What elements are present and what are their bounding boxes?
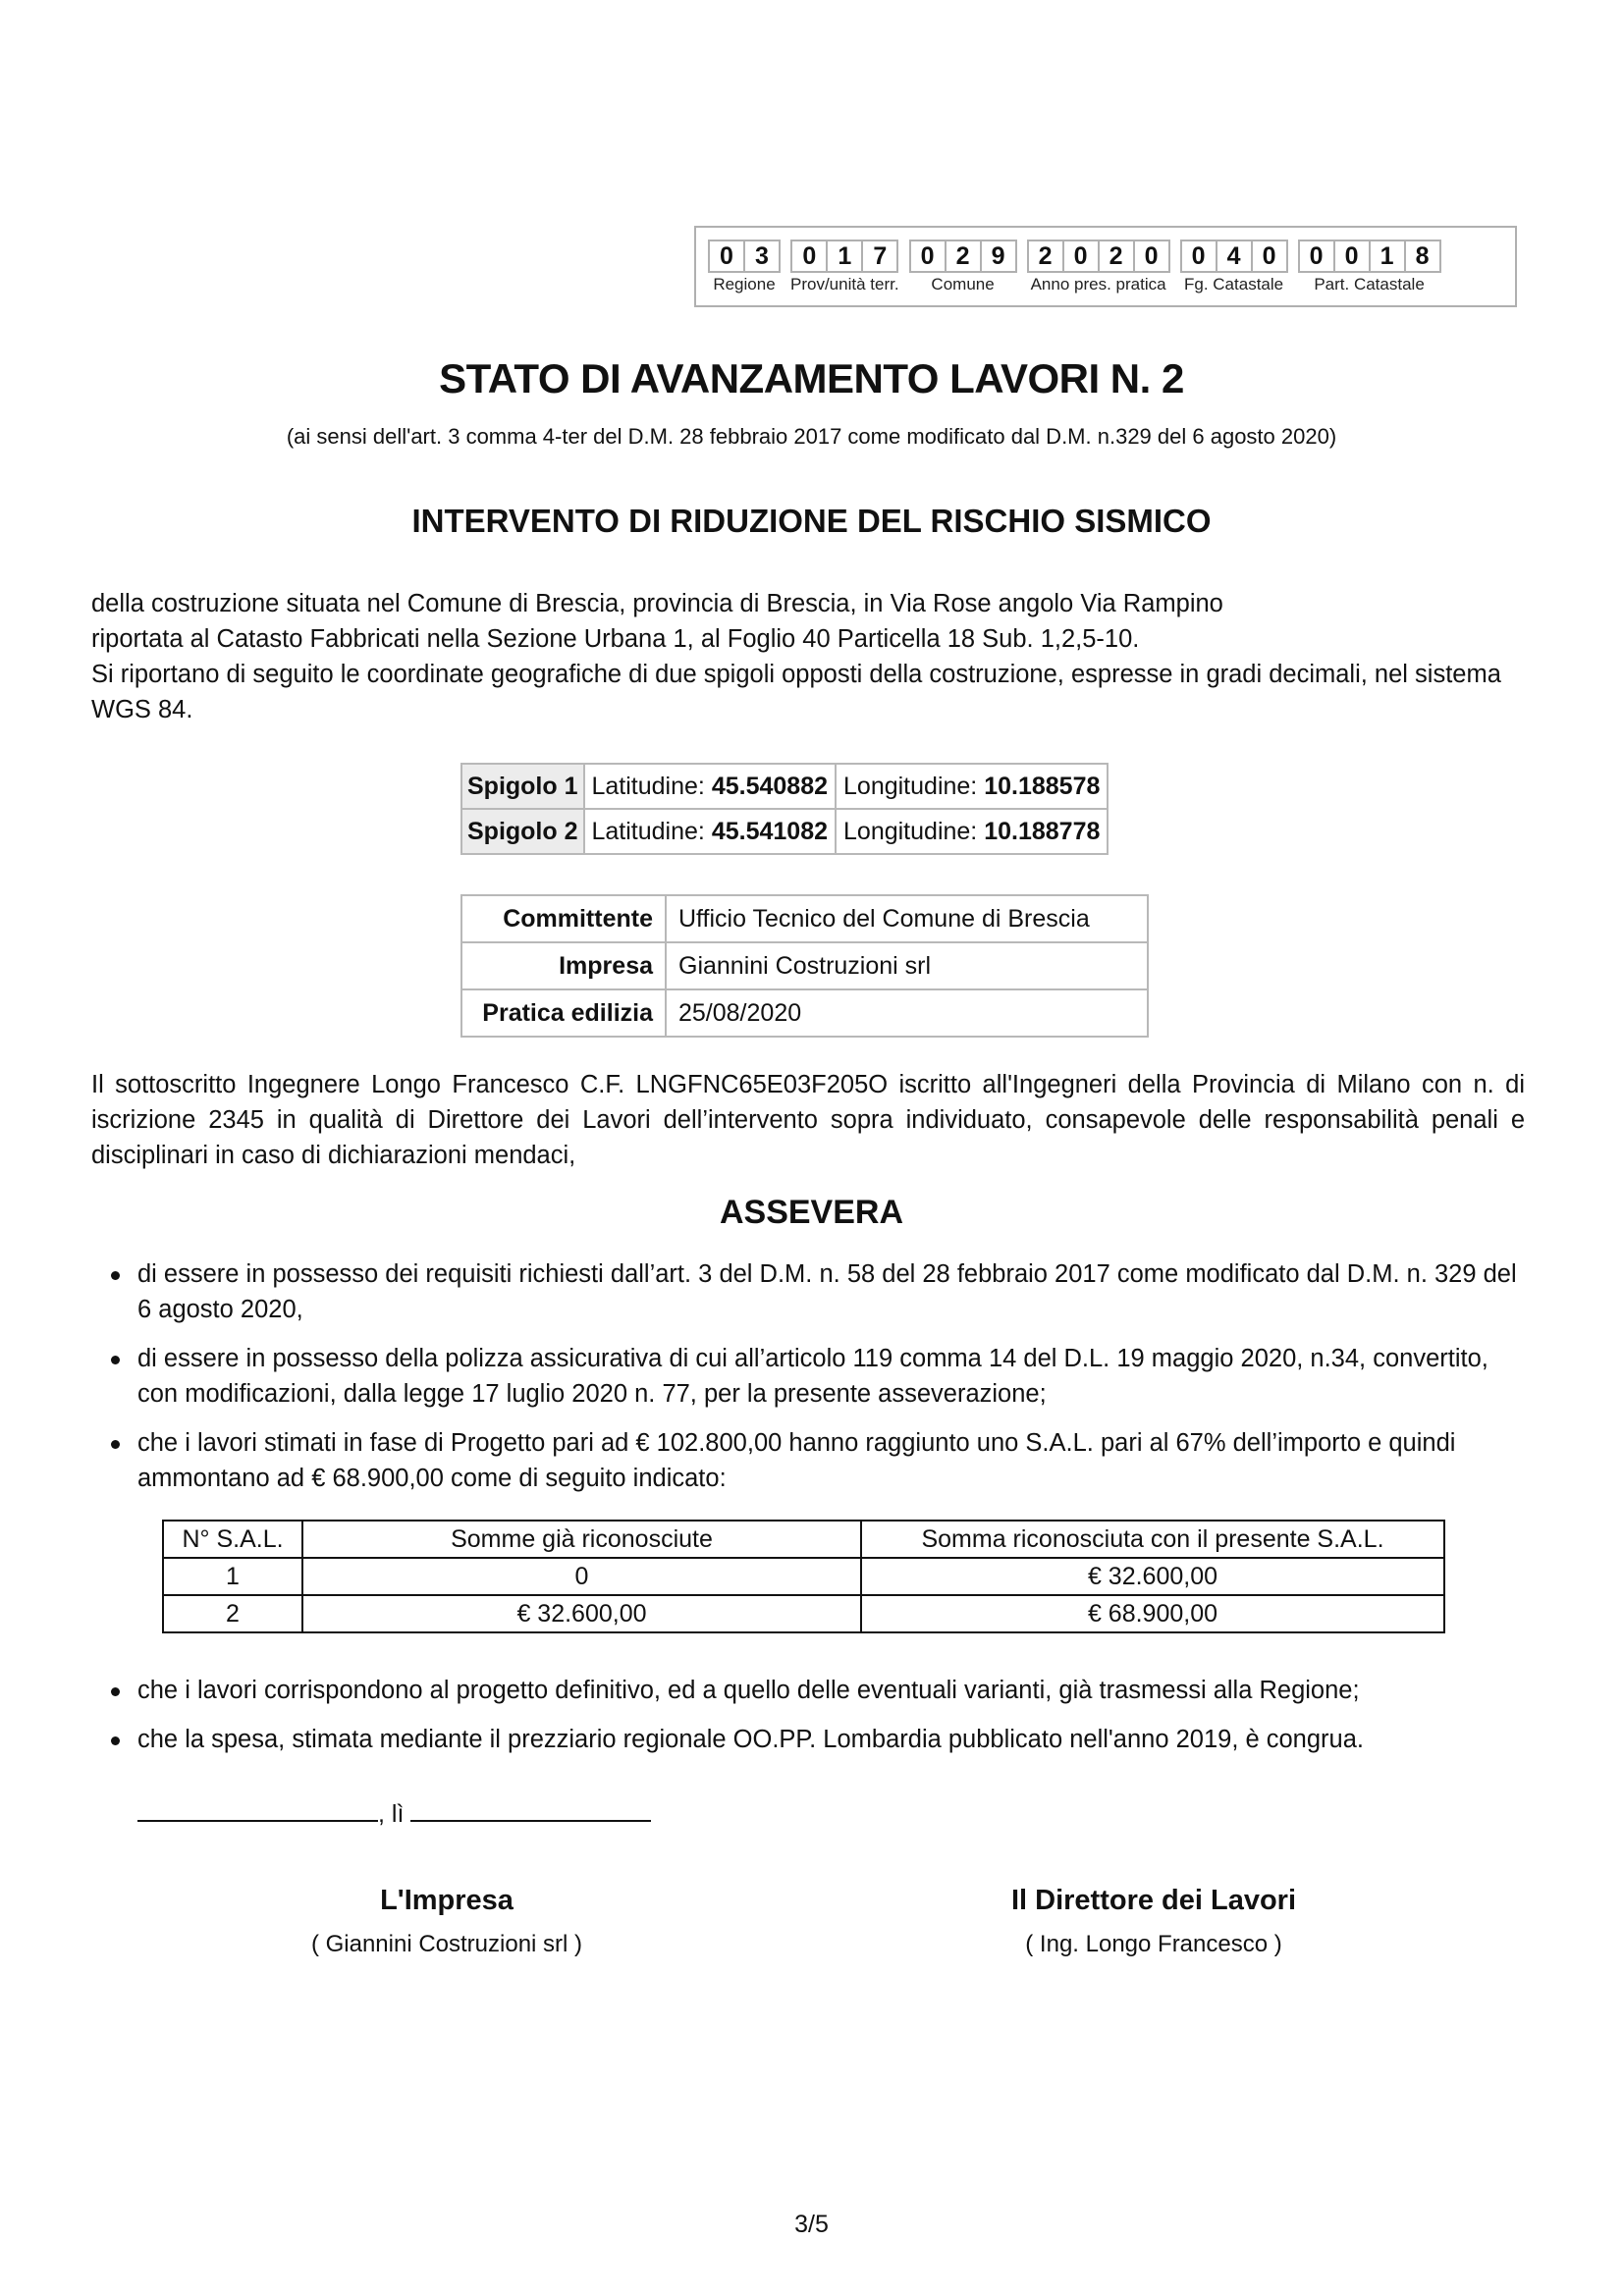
bullet-icon xyxy=(111,1687,120,1696)
code-digit: 2 xyxy=(1027,240,1064,273)
intervention-heading: INTERVENTO DI RIDUZIONE DEL RISCHIO SISMICO xyxy=(411,503,1212,539)
code-group xyxy=(790,240,899,294)
current-amount: € 32.600,00 xyxy=(861,1558,1444,1595)
signature-direttore xyxy=(972,1885,1335,1958)
code-digit: 0 xyxy=(790,240,828,273)
code-digit: 0 xyxy=(1333,240,1371,273)
code-digit: 0 xyxy=(708,240,745,273)
pratica-value: 25/08/2020 xyxy=(666,989,1148,1037)
code-digit: 2 xyxy=(1098,240,1135,273)
code-digit: 0 xyxy=(909,240,947,273)
code-group xyxy=(909,240,1017,294)
code-group xyxy=(1180,240,1288,294)
impresa-value: Giannini Costruzioni srl xyxy=(666,942,1148,989)
page-number: 3/5 xyxy=(794,2211,829,2238)
code-digit: 0 xyxy=(1251,240,1288,273)
list-item: di essere in possesso della polizza assicurativa di cui all’articolo 119 comma 14 del D.L. 19 maggio 2020, n.34, convertito, con modificazioni, dalla legge 17 luglio 2020 n. 77, per la presente asseverazione; xyxy=(108,1341,1522,1412)
sal-number: 2 xyxy=(163,1595,302,1632)
bullet-icon xyxy=(111,1440,120,1449)
list-item: che i lavori corrispondono al progetto definitivo, ed a quello delle eventuali varianti, già trasmessi alla Regione; xyxy=(108,1673,1522,1708)
assertions-list-continued xyxy=(108,1673,1522,1771)
table-row xyxy=(163,1558,1444,1595)
spigolo-label: Spigolo 2 xyxy=(461,809,584,854)
code-group-label: Anno pres. pratica xyxy=(1030,275,1166,294)
table-row xyxy=(461,989,1148,1037)
intro-line-1: della costruzione situata nel Comune di Brescia, provincia di Brescia, in Via Rose angolo Via Rampino xyxy=(91,590,1223,617)
latitude-value: 45.541082 xyxy=(711,817,829,845)
code-group xyxy=(1298,240,1441,294)
code-digit: 8 xyxy=(1404,240,1441,273)
table-header-row xyxy=(163,1521,1444,1558)
list-item: che i lavori stimati in fase di Progetto pari ad € 102.800,00 hanno raggiunto uno S.A.L. pari al 67% dell’importo e quindi ammontano ad € 68.900,00 come di seguito indicato: xyxy=(108,1425,1522,1496)
table-row xyxy=(461,942,1148,989)
intro-line-2: riportata al Catasto Fabbricati nella Sezione Urbana 1, al Foglio 40 Particella 18 Sub. 1,2,5-10. xyxy=(91,625,1140,653)
code-groups xyxy=(708,240,1441,294)
assevera-heading: ASSEVERA xyxy=(719,1194,904,1231)
signature-name: ( Ing. Longo Francesco ) xyxy=(1025,1931,1282,1957)
pratica-label: Pratica edilizia xyxy=(461,989,666,1037)
list-item: che la spesa, stimata mediante il prezziario regionale OO.PP. Lombardia pubblicato nell'anno 2019, è congrua. xyxy=(108,1722,1522,1757)
code-digit: 3 xyxy=(743,240,781,273)
latitude-value: 45.540882 xyxy=(711,772,829,800)
table-row xyxy=(163,1595,1444,1632)
code-group xyxy=(1027,240,1170,294)
sal-number: 1 xyxy=(163,1558,302,1595)
longitude-cell: Longitudine: 10.188578 xyxy=(836,764,1108,809)
spigolo-label: Spigolo 1 xyxy=(461,764,584,809)
longitude-value: 10.188578 xyxy=(984,772,1101,800)
document-subtitle: (ai sensi dell'art. 3 comma 4-ter del D.M. 28 febbraio 2017 come modificato dal D.M. n.329 del 6 agosto 2020) xyxy=(286,424,1337,449)
cadastral-code-box xyxy=(694,226,1517,307)
list-item: di essere in possesso dei requisiti richiesti dall’art. 3 del D.M. n. 58 del 28 febbraio 2017 come modificato dal D.M. n. 329 del 6 agosto 2020, xyxy=(108,1256,1522,1327)
bullet-icon xyxy=(111,1356,120,1364)
document-title: STATO DI AVANZAMENTO LAVORI N. 2 xyxy=(439,355,1184,401)
code-group-label: Prov/unità terr. xyxy=(790,275,899,294)
code-digit: 0 xyxy=(1180,240,1217,273)
latitude-cell: Latitudine: 45.541082 xyxy=(584,809,837,854)
code-group-label: Comune xyxy=(931,275,995,294)
declaration-paragraph: Il sottoscritto Ingegnere Longo Francesco C.F. LNGFNC65E03F205O iscritto all'Ingegneri della Provincia di Milano con n. di iscrizione 2345 in qualità di Direttore dei Lavori dell’intervento sopra individuato, consapevole delle responsabilità penali e disciplinari in caso di dichiarazioni mendaci, xyxy=(91,1071,1525,1169)
code-digit: 7 xyxy=(861,240,898,273)
code-digit: 4 xyxy=(1216,240,1253,273)
coordinates-table xyxy=(460,763,1109,855)
code-group-label: Part. Catastale xyxy=(1314,275,1425,294)
code-digit: 0 xyxy=(1298,240,1335,273)
sal-table xyxy=(162,1520,1445,1633)
signature-role: Il Direttore dei Lavori xyxy=(1010,1885,1297,1916)
signature-impresa xyxy=(265,1885,628,1958)
table-row xyxy=(461,895,1148,942)
table-row xyxy=(461,809,1108,854)
bullet-icon xyxy=(111,1736,120,1745)
code-digit: 1 xyxy=(826,240,863,273)
longitude-value: 10.188778 xyxy=(984,817,1101,845)
previous-amount: € 32.600,00 xyxy=(302,1595,861,1632)
code-group xyxy=(708,240,781,294)
intro-line-3: Si riportano di seguito le coordinate geografiche di due spigoli opposti della costruzione, espresse in gradi decimali, nel sistema WGS 84. xyxy=(91,661,1501,723)
date-blank[interactable] xyxy=(410,1798,651,1822)
committente-value: Ufficio Tecnico del Comune di Brescia xyxy=(666,895,1148,942)
code-digit: 0 xyxy=(1133,240,1170,273)
impresa-label: Impresa xyxy=(461,942,666,989)
place-date-separator: , lì xyxy=(378,1800,405,1828)
committente-label: Committente xyxy=(461,895,666,942)
code-digit: 9 xyxy=(980,240,1017,273)
code-group-label: Regione xyxy=(713,275,776,294)
column-header: N° S.A.L. xyxy=(163,1521,302,1558)
longitude-cell: Longitudine: 10.188778 xyxy=(836,809,1108,854)
bullet-icon xyxy=(111,1271,120,1280)
column-header: Somme già riconosciute xyxy=(302,1521,861,1558)
parties-table xyxy=(460,894,1149,1038)
code-digit: 1 xyxy=(1369,240,1406,273)
code-digit: 2 xyxy=(945,240,982,273)
previous-amount: 0 xyxy=(302,1558,861,1595)
current-amount: € 68.900,00 xyxy=(861,1595,1444,1632)
table-row xyxy=(461,764,1108,809)
column-header: Somma riconosciuta con il presente S.A.L. xyxy=(861,1521,1444,1558)
assertions-list xyxy=(108,1256,1522,1510)
intro-paragraph xyxy=(91,586,1525,727)
place-blank[interactable] xyxy=(137,1798,378,1822)
signature-name: ( Giannini Costruzioni srl ) xyxy=(310,1931,583,1957)
place-date-line xyxy=(137,1798,651,1829)
latitude-cell: Latitudine: 45.540882 xyxy=(584,764,837,809)
signature-role: L'Impresa xyxy=(380,1885,514,1916)
code-group-label: Fg. Catastale xyxy=(1184,275,1284,294)
code-digit: 0 xyxy=(1062,240,1100,273)
